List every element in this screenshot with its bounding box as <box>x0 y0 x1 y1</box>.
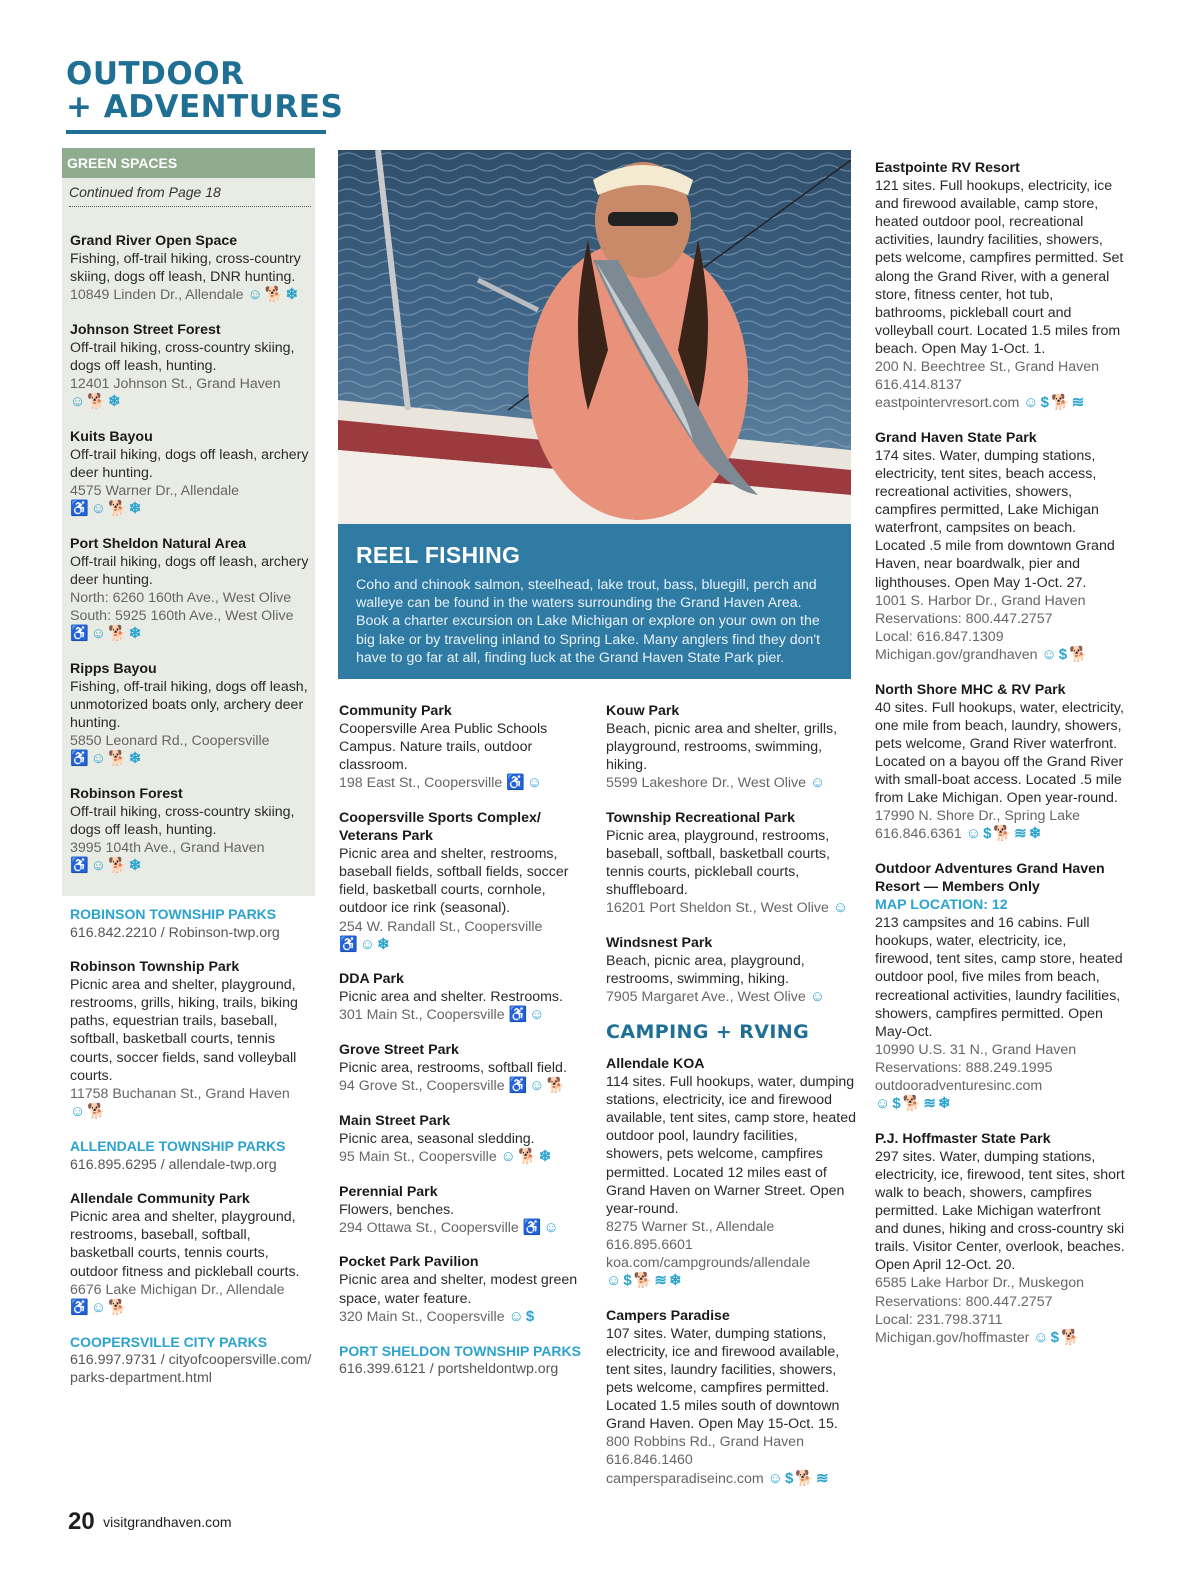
map-location: MAP LOCATION: 12 <box>875 897 1008 914</box>
family-icon: ☺ <box>529 1006 546 1024</box>
campground-name: Allendale KOA <box>606 1056 705 1072</box>
dog-icon: 🐕 <box>795 1469 816 1487</box>
campground-local-phone: Local: 231.798.3711 <box>875 1311 1003 1328</box>
campground-address: 200 N. Beechtree St., Grand Haven <box>875 359 1099 376</box>
campground-website[interactable]: Michigan.gov/grandhaven <box>875 646 1038 663</box>
snowflake-icon: ❄ <box>108 393 122 411</box>
column-3 <box>606 702 856 1504</box>
family-icon: ☺ <box>70 1102 87 1120</box>
park-address: 198 East St., Coopersville <box>339 775 503 792</box>
park-name: Robinson Forest <box>70 785 183 802</box>
park-name: Community Park <box>339 703 452 719</box>
park-address: 94 Grove St., Coopersville <box>339 1078 505 1095</box>
dollar-icon: $ <box>892 1095 902 1113</box>
list-item <box>606 934 856 1006</box>
dog-icon: 🐕 <box>902 1095 923 1113</box>
campground-website[interactable]: campersparadiseinc.com <box>606 1470 764 1487</box>
park-name: Allendale Community Park <box>70 1191 250 1208</box>
accessible-icon: ♿ <box>508 1006 529 1024</box>
list-item <box>875 159 1125 412</box>
park-name: Kuits Bayou <box>70 428 153 445</box>
list-item <box>339 809 589 954</box>
park-description: Off-trail hiking, dogs off leash, archery deer hunting. <box>70 446 309 482</box>
snowflake-icon: ❄ <box>377 935 391 953</box>
list-item <box>70 321 313 411</box>
campground-name: Eastpointe RV Resort <box>875 160 1020 176</box>
list-item <box>339 1112 589 1166</box>
campground-description: 297 sites. Water, dumping stations, electricity, ice, firewood, tent sites, short walk to beach, showers, campfires permitted. Lake Michigan waterfront and dunes, hiking and cross-country ski trails. Visitor Center, overlook, beaches. Open April 12-Oct. 20. <box>875 1148 1125 1274</box>
campground-address: 1001 S. Harbor Dr., Grand Haven <box>875 592 1086 609</box>
campground-name: P.J. Hoffmaster State Park <box>875 1130 1051 1147</box>
dog-icon: 🐕 <box>108 500 128 518</box>
campground-description: 107 sites. Water, dumping stations, electricity, ice and firewood available, tent sites, laundry facilities, showers, pets welcome, campfires permitted. Located 1.5 miles south of downtown Grand Haven. Open May 15-Oct. 15. <box>606 1325 840 1433</box>
park-name: Coopersville Sports Complex/ Veterans Park <box>339 809 541 845</box>
park-description: Fishing, off-trail hiking, dogs off leash, unmotorized boats only, archery deer hunting. <box>70 678 308 732</box>
park-address: 294 Ottawa St., Coopersville <box>339 1219 519 1236</box>
reel-fishing-box <box>338 524 851 679</box>
title-underline <box>66 130 326 134</box>
park-description: Fishing, off-trail hiking, cross-country skiing, dogs off leash, DNR hunting. <box>70 251 301 286</box>
campground-name: Grand Haven State Park <box>875 429 1037 446</box>
accessible-icon: ♿ <box>70 857 90 875</box>
section-heading: ALLENDALE TOWNSHIP PARKS <box>70 1138 286 1155</box>
family-icon: ☺ <box>508 1307 525 1325</box>
list-item <box>339 1253 589 1325</box>
campground-reservations: Reservations: 800.447.2757 <box>875 610 1053 627</box>
park-address: 95 Main St., Coopersville <box>339 1148 497 1165</box>
family-icon: ☺ <box>70 393 87 411</box>
dollar-icon: $ <box>1050 1328 1060 1346</box>
green-spaces-heading: GREEN SPACES <box>62 148 315 178</box>
family-icon: ☺ <box>526 774 544 792</box>
park-name: Port Sheldon Natural Area <box>70 535 247 552</box>
list-item <box>875 1130 1125 1347</box>
park-address: 12401 Johnson St., Grand Haven <box>70 376 281 393</box>
family-icon: ☺ <box>359 935 377 953</box>
park-address: 320 Main St., Coopersville <box>339 1308 505 1325</box>
park-name: Township Recreational Park <box>606 809 795 826</box>
campground-address: 800 Robbins Rd., Grand Haven <box>606 1434 804 1451</box>
continued-note: Continued from Page 18 <box>69 184 221 200</box>
campground-website[interactable]: Michigan.gov/hoffmaster <box>875 1329 1030 1346</box>
wifi-icon: ≋ <box>1014 825 1028 843</box>
park-address: 5850 Leonard Rd., Coopersville <box>70 733 270 750</box>
column-4 <box>875 159 1125 1363</box>
list-item <box>339 1041 589 1095</box>
list-item <box>606 1307 856 1488</box>
park-address: 3995 104th Ave., Grand Haven <box>70 840 265 857</box>
park-address: 6676 Lake Michigan Dr., Allendale <box>70 1281 285 1298</box>
family-icon: ☺ <box>810 774 827 792</box>
dog-icon: 🐕 <box>108 1298 128 1316</box>
accessible-icon: ♿ <box>70 1298 90 1316</box>
campground-reservations: Reservations: 800.447.2757 <box>875 1293 1053 1310</box>
campground-phone: 616.846.1460 <box>606 1452 693 1469</box>
family-icon: ☺ <box>832 899 850 917</box>
title-line-2: + ADVENTURES <box>66 89 344 125</box>
list-item <box>70 785 313 875</box>
accessible-icon: ♿ <box>508 1077 529 1095</box>
park-description: Picnic area and shelter, modest green space, water feature. <box>339 1272 578 1307</box>
campground-description: 114 sites. Full hookups, water, dumping stations, electricity, ice and firewood available, tent sites, camp store, heated outdoor pool, laundry facilities, showers, pets welcome, campfires permitted. Located 12 miles east of Grand Haven on Warner Street. Open year-round. <box>606 1074 856 1217</box>
campground-description: 121 sites. Full hookups, electricity, ice and firewood available, camp store, heated outdoor pool, recreational activities, laundry facilities, showers, pets welcome, campfires permitted. Set along the Grand River, with a general store, fitness center, hot tub, bathrooms, pickleball court and volleyball court. Located 1.5 miles from beach. Open May 1-Oct. 1. <box>875 178 1124 357</box>
snowflake-icon: ❄ <box>1028 825 1043 843</box>
family-icon: ☺ <box>543 1218 560 1236</box>
section-heading: ROBINSON TOWNSHIP PARKS <box>70 906 277 923</box>
dollar-icon: $ <box>983 825 993 843</box>
dog-icon: 🐕 <box>87 393 108 411</box>
park-name: Kouw Park <box>606 703 680 719</box>
list-item <box>875 429 1125 664</box>
list-item <box>70 232 313 304</box>
snowflake-icon: ❄ <box>128 625 143 643</box>
dog-icon: 🐕 <box>546 1077 567 1095</box>
park-address: 7905 Margaret Ave., West Olive <box>606 989 806 1006</box>
dog-icon: 🐕 <box>1050 394 1071 412</box>
list-item <box>606 702 856 792</box>
footer-website[interactable]: visitgrandhaven.com <box>103 1514 232 1530</box>
accessible-icon: ♿ <box>70 625 90 643</box>
campground-website[interactable]: koa.com/campgrounds/allendale <box>606 1255 811 1272</box>
park-description: Off-trail hiking, cross-country skiing, dogs off leash, hunting. <box>70 804 295 839</box>
wifi-icon: ≋ <box>816 1469 830 1487</box>
wifi-icon: ≋ <box>654 1272 668 1290</box>
accessible-icon: ♿ <box>506 774 526 792</box>
snowflake-icon: ❄ <box>668 1272 683 1290</box>
section-info: 616.399.6121 / portsheldontwp.org <box>339 1361 559 1378</box>
list-item <box>70 535 313 644</box>
park-description: Beach, picnic area, playground, restrooms, swimming, hiking. <box>606 953 805 988</box>
dog-icon: 🐕 <box>108 625 128 643</box>
camping-heading: CAMPING + RVING <box>606 1020 810 1043</box>
park-name: Main Street Park <box>339 1112 451 1129</box>
family-icon: ☺ <box>90 750 108 768</box>
campground-name: North Shore MHC & RV Park <box>875 681 1066 698</box>
park-description: Coopersville Area Public Schools Campus. Nature trails, outdoor classroom. <box>339 721 548 774</box>
list-item <box>70 660 313 769</box>
list-item <box>70 1190 313 1317</box>
park-description: Beach, picnic area and shelter, grills, playground, restrooms, swimming, hiking. <box>606 721 838 774</box>
park-description: Picnic area and shelter. Restrooms. <box>339 989 563 1006</box>
dog-icon: 🐕 <box>108 857 128 875</box>
dog-icon: 🐕 <box>633 1272 654 1290</box>
park-description: Picnic area and shelter, playground, restrooms, grills, hiking, trails, biking paths, equestrian trails, baseball, softball, basketball courts, tennis courts, soccer fields, sand volleyball courts. <box>70 977 298 1084</box>
campground-address: 8275 Warner St., Allendale <box>606 1218 775 1235</box>
park-address-2: South: 5925 160th Ave., West Olive <box>70 608 294 625</box>
park-name: Grand River Open Space <box>70 233 238 249</box>
reel-fishing-body: Coho and chinook salmon, steelhead, lake trout, bass, bluegill, perch and walleye can be found in the waters surrounding the Grand Haven Area. Book a charter excursion on Lake Michigan or explore on your own on the big lake or by traveling inland to Spring Lake. Many anglers find they don't have to go far at all, finding luck at the Grand Haven State Park pier. <box>356 577 821 666</box>
dollar-icon: $ <box>785 1469 795 1487</box>
campground-name: Outdoor Adventures Grand Haven Resort — Members Only <box>875 860 1105 895</box>
family-icon: ☺ <box>809 988 827 1006</box>
campground-description: 40 sites. Full hookups, water, electricity, one mile from beach, laundry, showers, pets welcome, Grand River waterfront. Located on a bayou off the Grand River with small-boat access. Located .5 mile from Lake Michigan. Open year-round. <box>875 699 1124 807</box>
dollar-icon: $ <box>525 1307 536 1325</box>
park-name: DDA Park <box>339 971 404 988</box>
park-address: 4575 Warner Dr., Allendale <box>70 483 240 500</box>
wifi-icon: ≋ <box>923 1095 937 1113</box>
page-footer <box>68 1508 232 1536</box>
list-item <box>339 1183 589 1237</box>
section-info: 616.842.2210 / Robinson-twp.org <box>70 924 280 941</box>
park-name: Perennial Park <box>339 1183 438 1200</box>
section-heading: COOPERSVILLE CITY PARKS <box>70 1334 268 1351</box>
family-icon: ☺ <box>965 825 983 843</box>
park-name: Ripps Bayou <box>70 660 157 677</box>
list-item <box>875 860 1125 1113</box>
campground-website[interactable]: eastpointervresort.com <box>875 395 1020 412</box>
family-icon: ☺ <box>875 1095 892 1113</box>
family-icon: ☺ <box>247 286 264 304</box>
snowflake-icon: ❄ <box>128 500 143 518</box>
dog-icon: 🐕 <box>87 1102 108 1120</box>
family-icon: ☺ <box>90 1298 108 1316</box>
campground-reservations: Reservations: 888.249.1995 <box>875 1059 1053 1076</box>
accessible-icon: ♿ <box>70 750 90 768</box>
park-address: 301 Main St., Coopersville <box>339 1007 505 1024</box>
family-icon: ☺ <box>767 1469 784 1487</box>
column-2 <box>339 702 589 1395</box>
title-line-1: OUTDOOR <box>66 56 245 92</box>
campground-website[interactable]: outdooradventuresinc.com <box>875 1078 1043 1094</box>
park-address: 5599 Lakeshore Dr., West Olive <box>606 775 807 792</box>
list-item <box>70 428 313 518</box>
family-icon: ☺ <box>606 1272 623 1290</box>
dollar-icon: $ <box>623 1272 633 1290</box>
park-description: Picnic area, restrooms, softball field. <box>339 1060 567 1077</box>
family-icon: ☺ <box>90 625 108 643</box>
dog-icon: 🐕 <box>264 286 285 304</box>
park-name: Grove Street Park <box>339 1042 459 1058</box>
list-item <box>339 970 589 1024</box>
dollar-icon: $ <box>1058 645 1069 663</box>
list-item <box>606 809 856 918</box>
campground-local-phone: Local: 616.847.1309 <box>875 628 1004 645</box>
snowflake-icon: ❄ <box>285 286 300 304</box>
list-item <box>606 1055 856 1290</box>
park-name: Robinson Township Park <box>70 959 240 976</box>
dog-icon: 🐕 <box>993 825 1014 843</box>
dotted-divider <box>69 206 311 207</box>
list-item <box>875 681 1125 844</box>
family-icon: ☺ <box>1041 645 1058 663</box>
campground-name: Campers Paradise <box>606 1307 730 1324</box>
snowflake-icon: ❄ <box>128 857 143 875</box>
family-icon: ☺ <box>500 1147 517 1165</box>
campground-description: 213 campsites and 16 cabins. Full hookups, water, electricity, ice, firewood, tent sites, camp store, heated outdoor pool, five miles from beach, recreational activities, laundry facilities, showers, campfires permitted. Open May-Oct. <box>875 915 1123 1040</box>
park-name: Pocket Park Pavilion <box>339 1254 479 1271</box>
park-description: Picnic area, seasonal sledding. <box>339 1130 535 1147</box>
reel-fishing-title: REEL FISHING <box>356 542 521 568</box>
list-item <box>339 702 589 792</box>
page-title <box>66 58 343 124</box>
list-item <box>70 958 313 1121</box>
campground-description: 174 sites. Water, dumping stations, electricity, tent sites, beach access, recreational activities, showers, campfires permitted, Lake Michigan waterfront, campsites on beach. Located .5 mile from downtown Grand Haven, near boardwalk, pier and lighthouses. Open May 1-Oct. 27. <box>875 447 1115 591</box>
accessible-icon: ♿ <box>339 935 359 953</box>
campground-phone: 616.846.6361 <box>875 826 962 843</box>
section-info: 616.997.9731 / cityofcoopersville.com/ parks-department.html <box>70 1352 312 1387</box>
section-heading: PORT SHELDON TOWNSHIP PARKS <box>339 1343 581 1360</box>
park-description: Picnic area and shelter, playground, restrooms, baseball, softball, basketball courts, tennis courts, outdoor fitness and pickleball courts. <box>70 1209 300 1280</box>
accessible-icon: ♿ <box>70 500 90 518</box>
park-address: 254 W. Randall St., Coopersville <box>339 918 543 935</box>
park-description: Flowers, benches. <box>339 1201 455 1218</box>
family-icon: ☺ <box>90 500 108 518</box>
campground-phone: 616.895.6601 <box>606 1236 693 1253</box>
campground-address: 10990 U.S. 31 N., Grand Haven <box>875 1041 1077 1058</box>
park-description: Off-trail hiking, cross-country skiing, dogs off leash, hunting. <box>70 339 295 375</box>
section-info: 616.895.6295 / allendale-twp.org <box>70 1156 277 1173</box>
park-name: Johnson Street Forest <box>70 321 221 338</box>
family-icon: ☺ <box>1033 1328 1050 1346</box>
column-1 <box>70 232 313 1404</box>
snowflake-icon: ❄ <box>538 1147 553 1165</box>
campground-address: 17990 N. Shore Dr., Spring Lake <box>875 808 1081 825</box>
wifi-icon: ≋ <box>1071 394 1086 412</box>
park-address: North: 6260 160th Ave., West Olive <box>70 590 292 607</box>
family-icon: ☺ <box>90 857 108 875</box>
campground-phone: 616.414.8137 <box>875 377 962 394</box>
park-description: Picnic area, playground, restrooms, baseball, softball, basketball courts, tennis courts, pickleball courts, shuffleboard. <box>606 828 830 899</box>
park-address: 11758 Buchanan St., Grand Haven <box>70 1085 290 1102</box>
dog-icon: 🐕 <box>108 750 128 768</box>
accessible-icon: ♿ <box>522 1218 543 1236</box>
family-icon: ☺ <box>529 1077 546 1095</box>
dog-icon: 🐕 <box>1060 1328 1081 1346</box>
fishing-photo <box>338 150 851 524</box>
park-description: Picnic area and shelter, restrooms, baseball fields, softball fields, soccer field, basketball courts, cornhole, outdoor ice rink (seasonal). <box>339 846 569 917</box>
dog-icon: 🐕 <box>1069 645 1089 663</box>
campground-address: 6585 Lake Harbor Dr., Muskegon <box>875 1275 1084 1292</box>
snowflake-icon: ❄ <box>937 1095 952 1113</box>
dollar-icon: $ <box>1040 394 1050 412</box>
family-icon: ☺ <box>1023 394 1040 412</box>
dog-icon: 🐕 <box>518 1147 538 1165</box>
park-name: Windsnest Park <box>606 935 713 952</box>
park-description: Off-trail hiking, dogs off leash, archery deer hunting. <box>70 553 309 588</box>
snowflake-icon: ❄ <box>128 750 143 768</box>
park-address: 10849 Linden Dr., Allendale <box>70 287 244 304</box>
park-address: 16201 Port Sheldon St., West Olive <box>606 900 829 917</box>
page-number: 20 <box>68 1508 95 1535</box>
